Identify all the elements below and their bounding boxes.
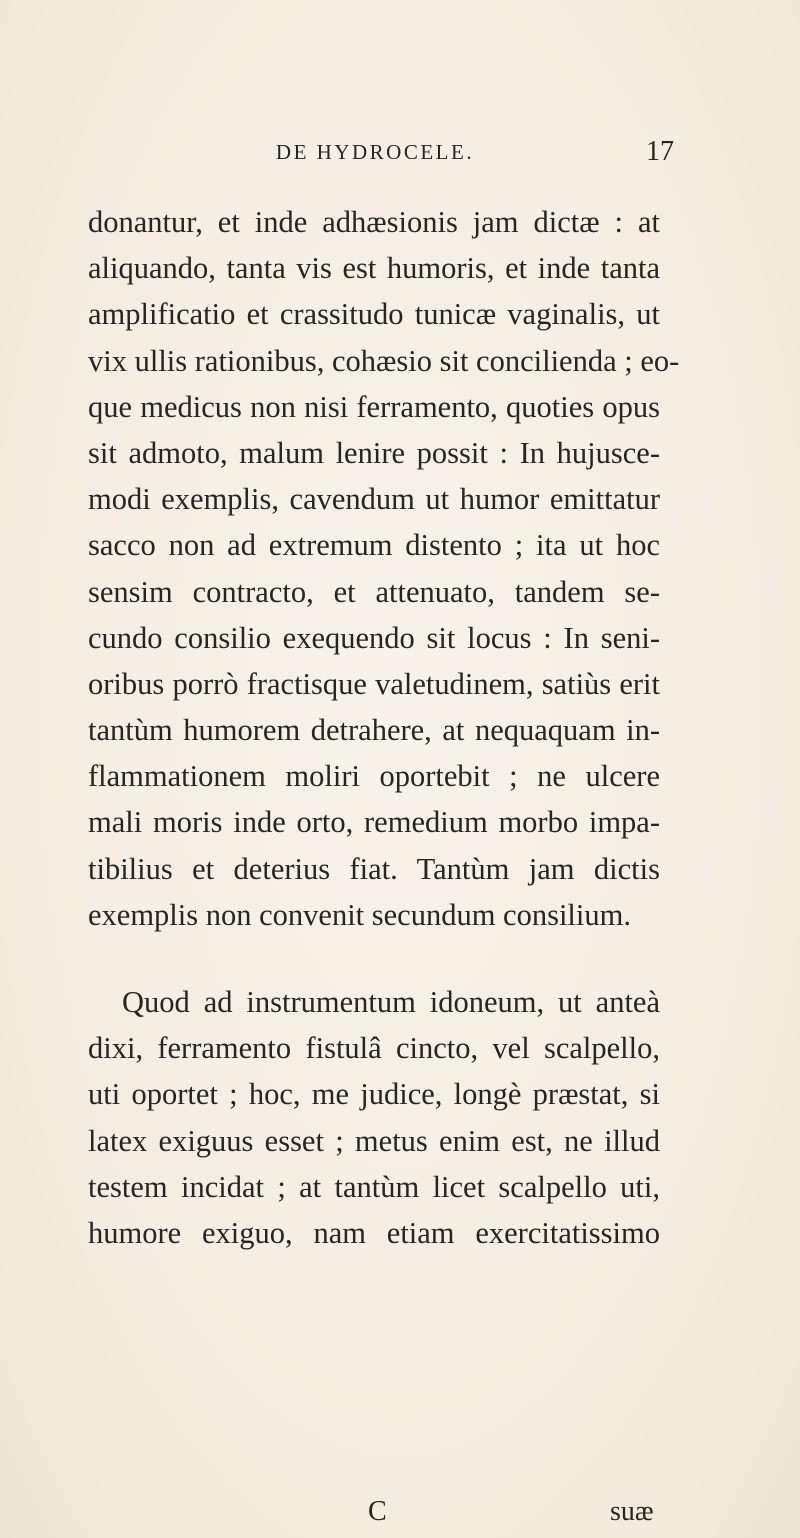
page-footer	[0, 1496, 800, 1536]
text-line: dixi, ferramento fistulâ cincto, vel scalpello,	[88, 1031, 660, 1066]
signature-mark: C	[368, 1496, 387, 1527]
text-line: testem incidat ; at tantùm licet scalpello uti,	[88, 1169, 660, 1204]
text-line: uti oportet ; hoc, me judice, longè præstat, si	[88, 1077, 660, 1112]
text-line: tantùm humorem detrahere, at nequaquam in-	[88, 713, 660, 748]
text-line: mali moris inde orto, remedium morbo impa-	[88, 805, 660, 840]
text-line: cundo consilio exequendo sit locus : In seni-	[88, 620, 660, 655]
page-header	[0, 136, 800, 176]
text-line: Quod ad instrumentum idoneum, ut anteà	[122, 985, 660, 1019]
text-line: donantur, et inde adhæsionis jam dictæ : at	[88, 205, 660, 239]
text-line: vix ullis rationibus, cohæsio sit concilienda ; eo-	[88, 343, 680, 378]
running-title: DE HYDROCELE.	[275, 140, 475, 164]
paragraph	[88, 979, 660, 1256]
text-line: humore exiguo, nam etiam exercitatissimo	[88, 1215, 660, 1250]
text-line: tibilius et deterius fiat. Tantùm jam dictis	[88, 851, 660, 886]
text-line: latex exiguus esset ; metus enim est, ne illud	[88, 1123, 660, 1158]
text-line: modi exemplis, cavendum ut humor emittatur	[88, 482, 660, 517]
text-line: sit admoto, malum lenire possit : In hujusce-	[88, 435, 660, 470]
paragraph	[88, 199, 680, 938]
page-number: 17	[646, 136, 674, 167]
text-line: que medicus non nisi ferramento, quoties opus	[88, 389, 660, 424]
text-line: oribus porrò fractisque valetudinem, satiùs erit	[88, 666, 660, 701]
paragraph-gap	[88, 938, 660, 979]
text-line: amplificatio et crassitudo tunicæ vaginalis, ut	[88, 297, 660, 332]
catchword: suæ	[610, 1496, 654, 1527]
text-line: sensim contracto, et attenuato, tandem se-	[88, 574, 660, 609]
text-line: aliquando, tanta vis est humoris, et inde tanta	[88, 251, 660, 286]
text-line: sacco non ad extremum distento ; ita ut hoc	[88, 528, 660, 563]
text-line: exemplis non convenit secundum consilium.	[88, 897, 631, 932]
body-text	[88, 199, 680, 1256]
text-line: flammationem moliri oportebit ; ne ulcere	[88, 759, 660, 794]
